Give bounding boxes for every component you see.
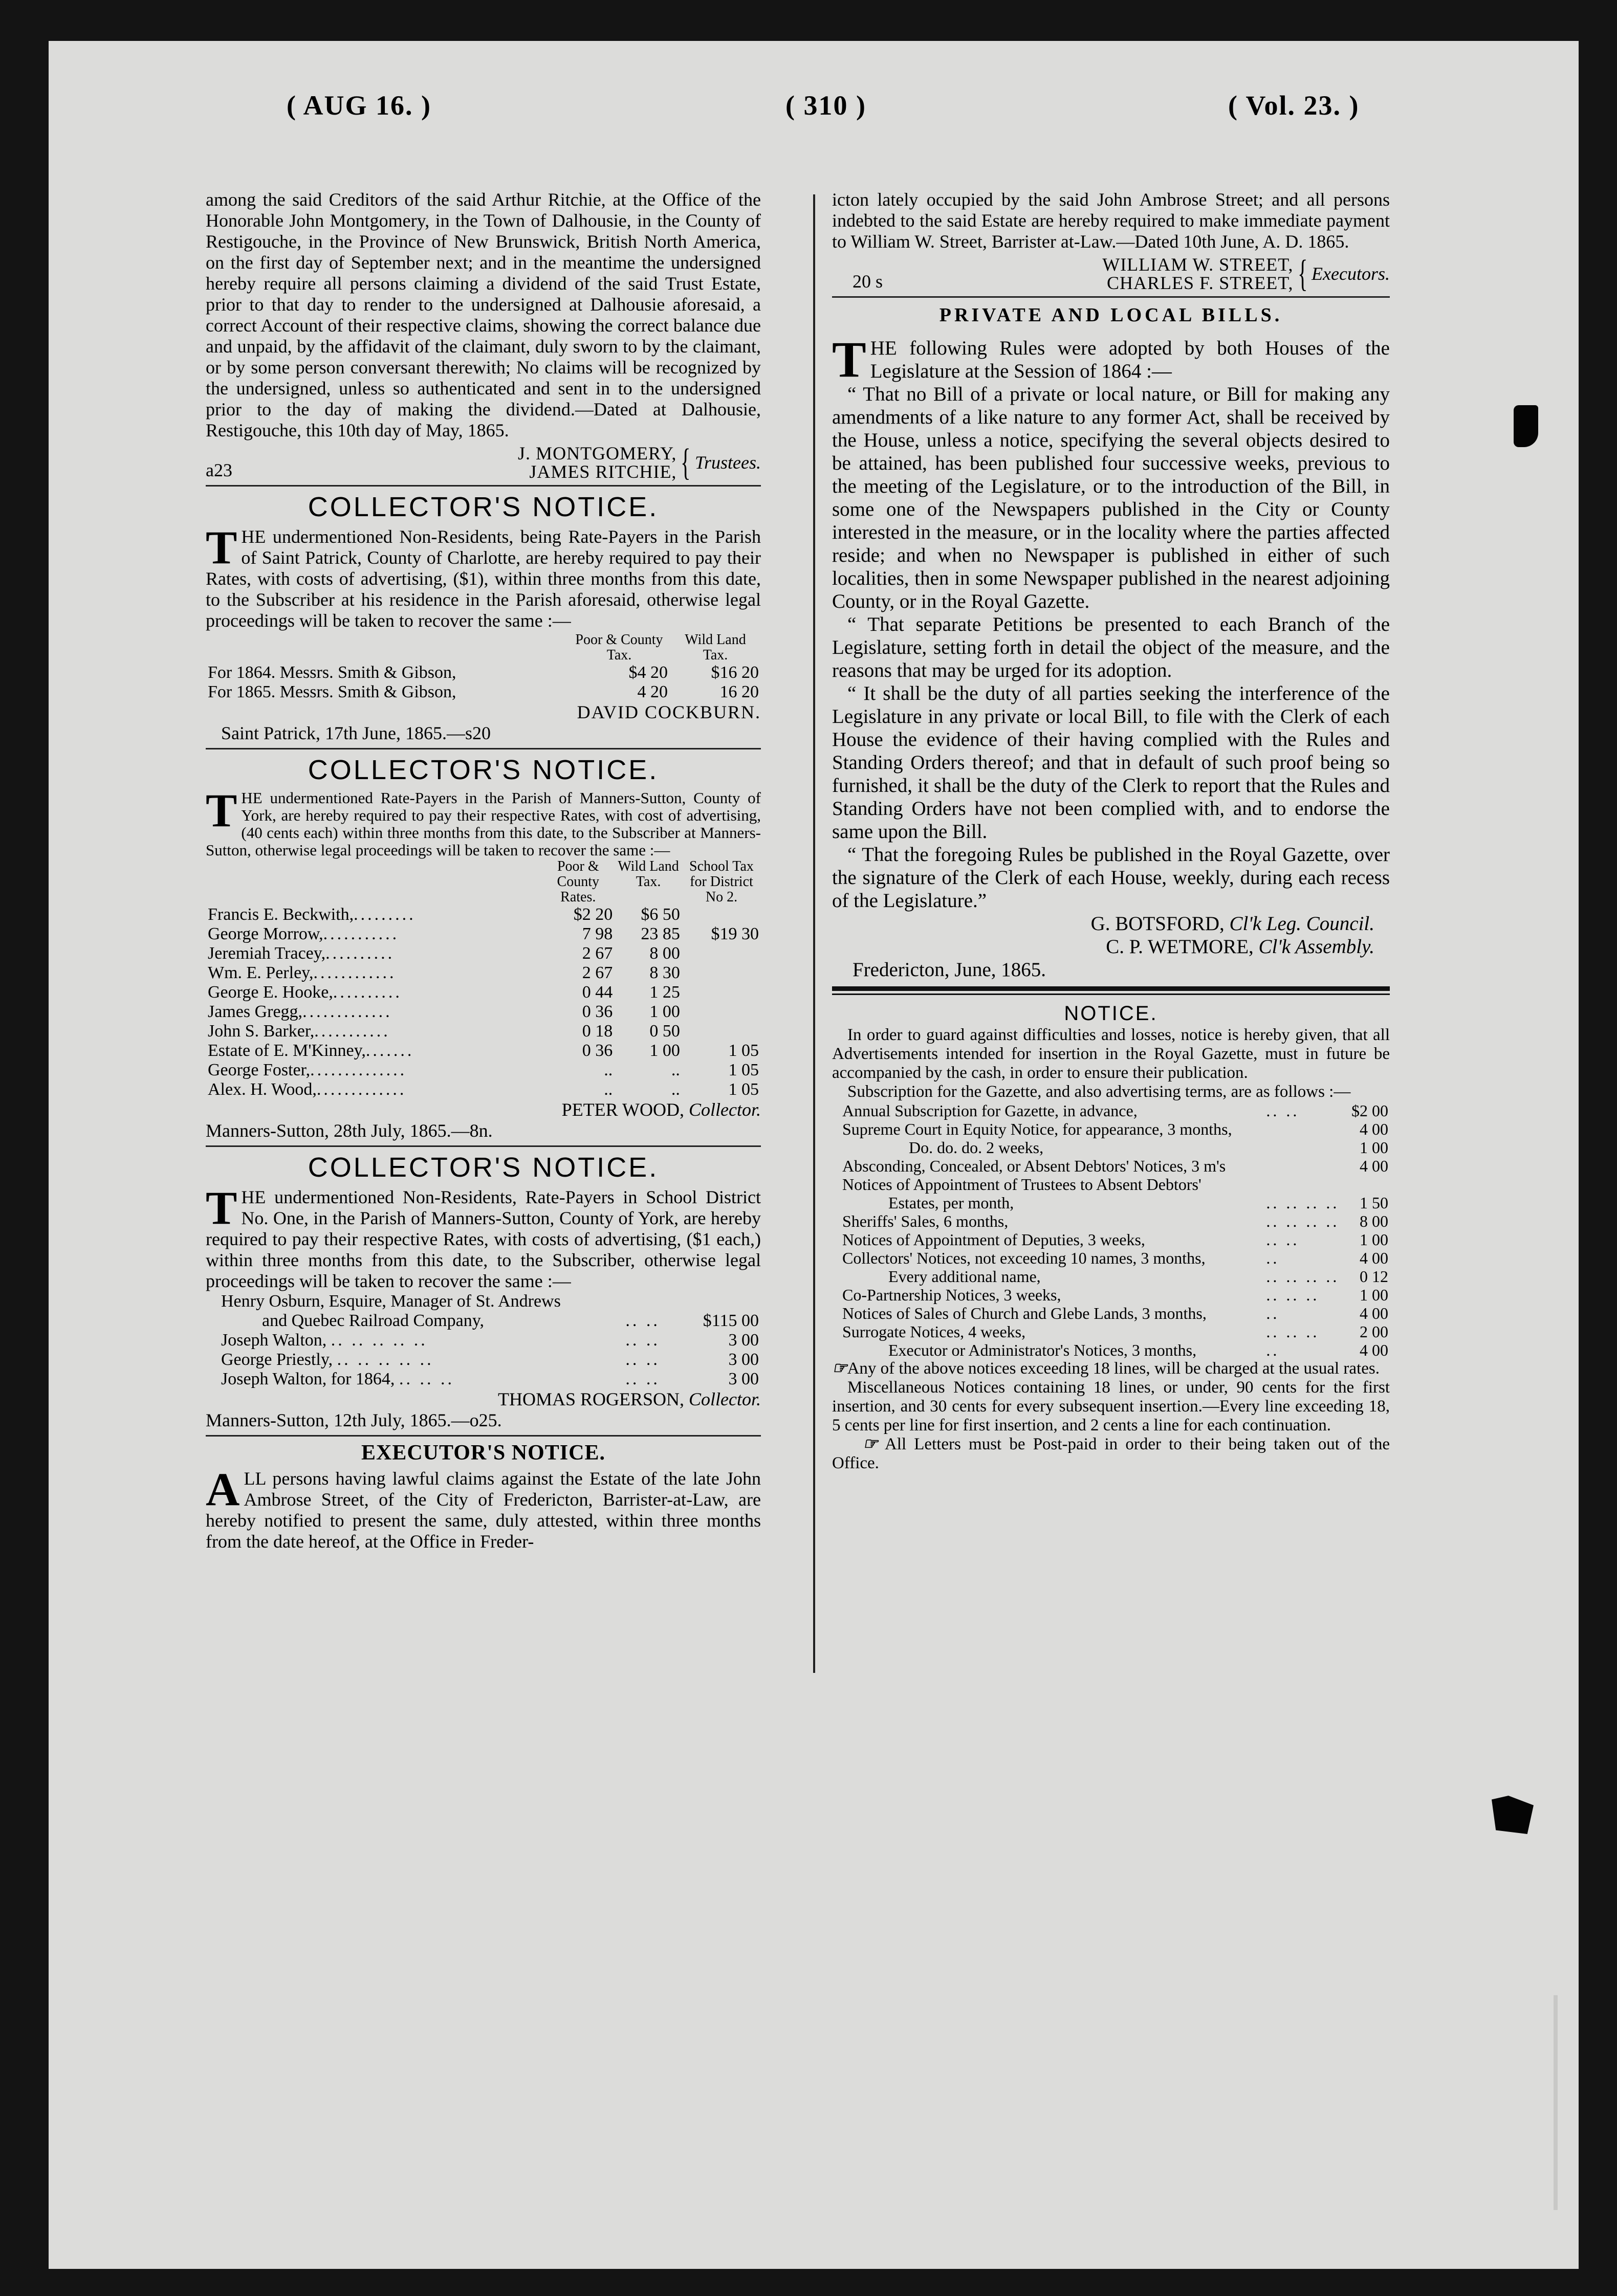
table-row [832, 1101, 1390, 1120]
brace-glyph: { [1297, 253, 1308, 295]
rate-item: Co-Partnership Notices, 3 weeks, [842, 1286, 1061, 1304]
rate-item: Every additional name, [888, 1267, 1041, 1286]
payer-name: Joseph Walton, for 1864, [221, 1370, 395, 1388]
drop-cap: T [832, 331, 866, 388]
table-row: Francis E. Beckwith,......... $2 20 $6 50 [206, 905, 761, 924]
table-row [832, 1341, 1390, 1359]
signer: PETER WOOD, [561, 1099, 684, 1120]
table-row [832, 1267, 1390, 1286]
table-row: Wm. E. Perley,............ 2 67 8 30 [206, 963, 761, 983]
column-header: Poor & County Tax. [575, 632, 663, 663]
trustee-role: Trustees. [694, 452, 761, 473]
table-row [832, 1157, 1390, 1175]
payer-name: Joseph Walton, [221, 1331, 327, 1350]
payer-name: Jeremiah Tracey, [208, 944, 326, 963]
rate-dots: .. [1266, 1249, 1280, 1267]
bills-rule-2: “ That separate Petitions be presented to each Branch of the Legislature, setting forth in detail the object of the measure, and the reasons that may be urged for its adoption. [832, 613, 1390, 681]
column-header: Wild Land Tax. [685, 632, 746, 663]
rate-price: 1 00 [1360, 1286, 1388, 1304]
table-row [206, 663, 761, 682]
signer: G. BOTSFORD, [1090, 913, 1225, 935]
rate-item: Notices of Appointment of Deputies, 3 weeks, [842, 1230, 1145, 1249]
rate-dots: .. [1266, 1304, 1280, 1322]
rate-price: 4 00 [1360, 1157, 1388, 1175]
executor-signer-1: WILLIAM W. STREET, [1102, 254, 1294, 275]
table-row: George Foster,.............. .. .. 1 05 [206, 1061, 761, 1080]
rate-price: 4 00 [1360, 1304, 1388, 1322]
school-tax [682, 905, 761, 924]
rate-item: Estates, per month, [888, 1194, 1014, 1212]
wild-land-tax: 8 30 [649, 963, 680, 982]
signer-role: Cl'k Assembly. [1258, 936, 1374, 958]
rate-price: 0 12 [1360, 1267, 1388, 1286]
rate-price: $2 00 [1351, 1101, 1388, 1120]
private-local-bills [832, 301, 1390, 981]
signer: DAVID COCKBURN. [577, 702, 761, 722]
signer-line [206, 1099, 761, 1120]
rate-item: Surrogate Notices, 4 weeks, [842, 1322, 1026, 1341]
trustee-notice [206, 189, 761, 481]
rate-item: Executor or Administrator's Notices, 3 months, [888, 1341, 1197, 1359]
rates-table [206, 1292, 761, 1389]
rate-item: Absconding, Concealed, or Absent Debtors' Notices, 3 m's [842, 1157, 1226, 1175]
payer-name: Francis E. Beckwith, [208, 905, 354, 924]
signer-role: Cl'k Leg. Council. [1229, 913, 1374, 935]
poor-rate: .. [604, 1080, 613, 1099]
wild-land-tax: .. [671, 1061, 680, 1079]
notice-text: HE undermentioned Non-Residents, being Rate-Payers in the Parish of Saint Patrick, County of Charlotte, are hereby required to pay their Rates, with costs of advertising, ($1), within three months from this date, to the Subscriber at his residence in the Parish aforesaid, otherwise legal proceedings will be taken to recover the same :— [206, 526, 761, 631]
wild-land-tax: 16 20 [719, 682, 759, 701]
rate-item: Do. do. do. 2 weeks, [909, 1138, 1044, 1157]
section-title: COLLECTOR'S NOTICE. [308, 755, 659, 785]
dated-line: Manners-Sutton, 12th July, 1865.—o25. [206, 1410, 502, 1430]
trustee-notice-text: among the said Creditors of the said Arthur Ritchie, at the Office of the Honorable John Montgomery, in the Town of Dalhousie, in the County of Restigouche, in the Province of New Brunswick, British North America, on the first day of September next; and in the meantime the undersigned hereby require all persons claiming a dividend of the said Trust Estate, prior to that day to render to the undersigned at Dalhousie aforesaid, a correct Account of their respective claims, showing the correct balance due and unpaid, by the affidavit of the claimant, duly sworn to by the claimant, or by some person conversant therewith; No claims will be recognized by the undersigned, unless so authenticated and sent in to the undersigned prior to the day of making the dividend.—Dated at Dalhousie, Restigouche, this 10th day of May, 1865. [206, 189, 761, 440]
payer-name: Alex. H. Wood, [208, 1080, 317, 1099]
column-divider [813, 194, 815, 1673]
payer-name: George Foster, [208, 1061, 311, 1079]
executor-signer-2: CHARLES F. STREET, [1107, 273, 1294, 293]
notice-text: HE undermentioned Non-Residents, Rate-Payers in School District No. One, in the Parish of Manners-Sutton, County of York, are hereby required to pay their respective Rates, with costs of advertising, ($1 each,) within three months from this date, to the Subscriber, otherwise legal proceedings will be taken to recover the same :— [206, 1187, 761, 1291]
rate-price: 4 00 [1360, 1341, 1388, 1359]
table-row: James Gregg,............. 0 36 1 00 [206, 1002, 761, 1022]
bills-rule-4: “ That the foregoing Rules be published in the Royal Gazette, over the signature of the Clerk of each House, weekly, during each recess of the Legislature.” [832, 844, 1390, 912]
payer-name: Henry Osburn, Esquire, Manager of St. Andrews [221, 1292, 561, 1311]
payer-name: James Gregg, [208, 1002, 303, 1021]
row-label: For 1864. Messrs. Smith & Gibson, [208, 663, 456, 682]
header-volume: ( Vol. 23. ) [1228, 90, 1360, 121]
executor-role: Executors. [1312, 263, 1390, 284]
payer-name: Wm. E. Perley, [208, 963, 314, 982]
trustee-signer-2: JAMES RITCHIE, [529, 461, 677, 482]
notice-text: Miscellaneous Notices containing 18 lines, or under, 90 cents for the first insertion, and 30 cents for every subsequent insertion.—Every line exceeding 18, 5 cents per line for first insertion, and 2 cents a line for each continuation. [832, 1378, 1390, 1434]
rate-price: 4 00 [1360, 1120, 1388, 1138]
section-rule [832, 296, 1390, 298]
rate-dots: .. [1266, 1341, 1280, 1359]
rate-dots: .. .. .. .. [1266, 1267, 1340, 1286]
rate-item: Supreme Court in Equity Notice, for appearance, 3 months, [842, 1120, 1232, 1138]
table-row [832, 1120, 1390, 1138]
table-row: Alex. H. Wood,............. .. .. 1 05 [206, 1080, 761, 1099]
payer-name: George Priestly, [221, 1350, 333, 1369]
rate-price: 4 00 [1360, 1249, 1388, 1267]
table-row: and Quebec Railroad Company, .. .. $115 00 [206, 1311, 761, 1331]
wild-land-tax: $6 50 [641, 905, 680, 924]
rate-item: Annual Subscription for Gazette, in advance, [842, 1101, 1138, 1120]
rate-item: Sheriffs' Sales, 6 months, [842, 1212, 1009, 1230]
poor-rate: .. [604, 1061, 613, 1079]
poor-rate: 0 36 [582, 1002, 613, 1021]
table-row [832, 1249, 1390, 1267]
bills-rule-1: “ That no Bill of a private or local nature, or Bill for making any amendments of a like nature to any former Act, shall be received by the House, unless a notice, specifying the several objects desired to be attained, has been published four successive weeks, previous to the meeting of the Legislature, or to the introduction of the Bill, in some one of the Newspapers published in the City or County interested in the measure, or in the locality where the parties affected reside; and when no Newspaper is published in either of such localities, then in some Newspaper published in the nearest adjoining County, or in the Royal Gazette. [832, 383, 1390, 612]
school-tax: 1 05 [728, 1041, 759, 1060]
rate-price [1347, 1175, 1390, 1194]
poor-rate: 0 44 [582, 983, 613, 1002]
ink-blot-top [1514, 405, 1538, 447]
section-title: COLLECTOR'S NOTICE. [308, 492, 659, 522]
rate-dots [1264, 1138, 1347, 1157]
executor-code: 20 s [853, 271, 883, 292]
signer-role: Collector. [689, 1099, 761, 1120]
executor-signatures [832, 253, 1390, 295]
rate-item: Notices of Appointment of Trustees to Absent Debtors' [842, 1175, 1201, 1194]
table-row: John S. Barker,........... 0 18 0 50 [206, 1022, 761, 1041]
rate-price: 1 00 [1360, 1230, 1388, 1249]
advertising-rates-table [832, 1101, 1390, 1359]
table-row: Joseph Walton, for 1864, .. .. .. .. .. 3 00 [206, 1370, 761, 1389]
school-tax [682, 1002, 761, 1022]
poor-rate: 0 36 [582, 1041, 613, 1060]
column-header: School Tax for District No 2. [689, 858, 754, 905]
rate-dots: .. .. [1266, 1101, 1300, 1120]
school-tax [682, 1022, 761, 1041]
notice-text: In order to guard against difficulties and losses, notice is hereby given, that all Advertisements intended for insertion in the Royal Gazette, must in future be accompanied by the cash, in order to ensure their publication. [832, 1026, 1390, 1082]
section-rule [206, 1435, 761, 1437]
header-page-number: ( 310 ) [785, 90, 866, 121]
rate-price: 2 00 [1360, 1322, 1388, 1341]
table-row [832, 1304, 1390, 1322]
rate-dots [1264, 1175, 1347, 1194]
table-row [832, 1175, 1390, 1194]
poor-rate: $2 20 [573, 905, 613, 924]
signer-line [206, 1389, 761, 1410]
overflow-rule: Any of the above notices exceeding 18 lines, will be charged at the usual rates. [847, 1359, 1380, 1378]
section-title: NOTICE. [1064, 1002, 1158, 1025]
signer-line [832, 912, 1390, 935]
wild-land-tax: 1 00 [649, 1041, 680, 1060]
wild-land-tax: 0 50 [649, 1022, 680, 1041]
drop-cap: T [206, 784, 237, 836]
section-title: PRIVATE AND LOCAL BILLS. [939, 304, 1283, 326]
collector-notice-school-district [206, 1151, 761, 1431]
pointing-hand-icon: ☞ [863, 1435, 878, 1453]
section-rule [206, 485, 761, 487]
dated-line: Saint Patrick, 17th June, 1865.—s20 [221, 723, 491, 743]
section-title: COLLECTOR'S NOTICE. [308, 1152, 659, 1183]
column-header: Wild Land Tax. [618, 858, 679, 890]
table-row: George Morrow,........... 7 98 23 85 $19 30 [206, 924, 761, 944]
wild-land-tax: 1 25 [649, 983, 680, 1002]
brace-glyph: { [681, 441, 691, 483]
table-row [206, 682, 761, 702]
notice-text [832, 1359, 1390, 1378]
school-tax: 1 05 [728, 1061, 759, 1079]
postage-rule: All Letters must be Post-paid in order to their being taken out of the Office. [832, 1435, 1390, 1472]
rate-dots: .. .. [1266, 1230, 1300, 1249]
amount [681, 1292, 761, 1311]
notice-text: LL persons having lawful claims against the Estate of the late John Ambrose Street, of the City of Fredericton, Barrister-at-Law, are hereby notified to present the same, duly attested, within three months from the date hereof, at the Office in Freder- [206, 1468, 761, 1552]
table-row [832, 1194, 1390, 1212]
dated-line: Fredericton, June, 1865. [853, 959, 1046, 981]
table-row: Joseph Walton, .. .. .. .. .. .. .. 3 00 [206, 1331, 761, 1350]
right-column [832, 189, 1390, 1473]
amount: 3 00 [728, 1370, 759, 1388]
table-header-row [206, 632, 761, 663]
rate-dots [1264, 1120, 1347, 1138]
wild-land-tax: 1 00 [649, 1002, 680, 1021]
rate-dots: .. .. .. .. [1266, 1194, 1340, 1212]
rate-price: 1 50 [1360, 1194, 1388, 1212]
notice-text: HE undermentioned Rate-Payers in the Parish of Manners-Sutton, County of York, are hereby required to pay their respective Rates, with cost of advertising, (40 cents each) within three months from this date, to the Subscriber at Manners-Sutton, otherwise legal proceedings will be taken to recover the same :— [206, 789, 761, 859]
payer-name: George Morrow, [208, 924, 323, 943]
wild-land-tax: 8 00 [649, 944, 680, 963]
school-tax: 1 05 [728, 1080, 759, 1099]
poor-rate: 0 18 [582, 1022, 613, 1041]
payer-name: John S. Barker, [208, 1022, 315, 1041]
drop-cap: T [206, 1182, 237, 1234]
school-tax [682, 983, 761, 1002]
table-row [832, 1138, 1390, 1157]
bills-rule-3: “ It shall be the duty of all parties seeking the interference of the Legislature in any private or local Bill, to file with the Clerk of each House the evidence of their having complied with the Rules and Standing Orders thereof; and that in default of such proof being so furnished, it shall be the duty of the Clerk to report that the Rules and Standing Orders have not been complied with, and to endorse the same upon the Bill. [832, 682, 1390, 843]
row-label: For 1865. Messrs. Smith & Gibson, [208, 682, 456, 701]
dated-line: Manners-Sutton, 28th July, 1865.—8n. [206, 1120, 493, 1141]
amount: 3 00 [728, 1350, 759, 1369]
table-row [206, 1292, 761, 1311]
drop-cap: T [206, 521, 237, 573]
section-rule [206, 1145, 761, 1147]
wild-land-tax: $16 20 [711, 663, 759, 682]
wild-land-tax: 23 85 [641, 924, 680, 943]
notice-text: Subscription for the Gazette, and also advertising terms, are as follows :— [847, 1083, 1351, 1101]
notice-text [832, 1435, 1390, 1473]
table-row [832, 1322, 1390, 1341]
rate-item: Collectors' Notices, not exceeding 10 names, 3 months, [842, 1249, 1206, 1267]
signer: THOMAS ROGERSON, [497, 1389, 684, 1409]
paper-crease [1554, 1995, 1558, 2210]
payer-name: and Quebec Railroad Company, [262, 1311, 484, 1330]
left-column [206, 189, 761, 1552]
section-title: EXECUTOR'S NOTICE. [361, 1441, 605, 1465]
poor-tax: $4 20 [628, 663, 668, 682]
rate-price: 1 00 [1360, 1138, 1388, 1157]
table-row [832, 1230, 1390, 1249]
signer: C. P. WETMORE, [1106, 936, 1254, 958]
table-row: George Priestly, .. .. .. .. .. .. .. 3 00 [206, 1350, 761, 1370]
notice-text: icton lately occupied by the said John Ambrose Street; and all persons indebted to the said Estate are hereby required to make immediate payment to William W. Street, Barrister at-Law.—Dated 10th June, A. D. 1865. [832, 189, 1390, 252]
table-row: George E. Hooke,.......... 0 44 1 25 [206, 983, 761, 1002]
table-row [832, 1212, 1390, 1230]
poor-rate: 2 67 [582, 944, 613, 963]
rates-table [206, 632, 761, 702]
amount: $115 00 [703, 1311, 759, 1330]
collector-notice-saint-patrick [206, 491, 761, 744]
trustee-signer-1: J. MONTGOMERY, [518, 443, 677, 463]
column-header: Poor & County Rates. [557, 858, 600, 905]
table-row: Estate of E. M'Kinney,....... 0 36 1 00 1 05 [206, 1041, 761, 1061]
rate-dots: .. .. .. .. [1266, 1212, 1340, 1230]
wild-land-tax: .. [671, 1080, 680, 1099]
table-row [832, 1286, 1390, 1304]
bills-intro: HE following Rules were adopted by both Houses of the Legislature at the Session of 1864 :— [870, 337, 1390, 382]
school-tax [682, 944, 761, 963]
amount: 3 00 [728, 1331, 759, 1350]
signer-role: Collector. [689, 1389, 761, 1409]
trustee-code: a23 [206, 460, 232, 480]
payer-name: George E. Hooke, [208, 983, 333, 1002]
executor-notice-continued [832, 189, 1390, 295]
school-tax [682, 963, 761, 983]
executor-notice [206, 1440, 761, 1552]
header-date: ( AUG 16. ) [287, 90, 431, 121]
drop-cap: A [206, 1463, 240, 1515]
poor-tax: 4 20 [637, 682, 668, 701]
collector-notice-manners-sutton [206, 754, 761, 1141]
trustee-names [518, 441, 761, 483]
section-rule [206, 748, 761, 749]
double-rule [832, 986, 1390, 995]
rate-dots: .. .. .. [1266, 1286, 1320, 1304]
rates-table [206, 859, 761, 1099]
poor-rate: 7 98 [582, 924, 613, 943]
rate-dots: .. .. .. [1266, 1322, 1320, 1341]
pointing-hand-icon: ☞ [832, 1359, 847, 1378]
rate-price: 8 00 [1360, 1212, 1388, 1230]
rate-item: Notices of Sales of Church and Glebe Lands, 3 months, [842, 1304, 1207, 1322]
rate-dots [1264, 1157, 1347, 1175]
signer-line [832, 935, 1390, 958]
table-header-row [206, 859, 761, 905]
trustee-signatures [206, 441, 761, 483]
payer-name: Estate of E. M'Kinney, [208, 1041, 366, 1060]
gazette-notice [832, 1001, 1390, 1473]
table-row: Jeremiah Tracey,.......... 2 67 8 00 [206, 944, 761, 963]
school-tax: $19 30 [711, 924, 759, 943]
poor-rate: 2 67 [582, 963, 613, 982]
